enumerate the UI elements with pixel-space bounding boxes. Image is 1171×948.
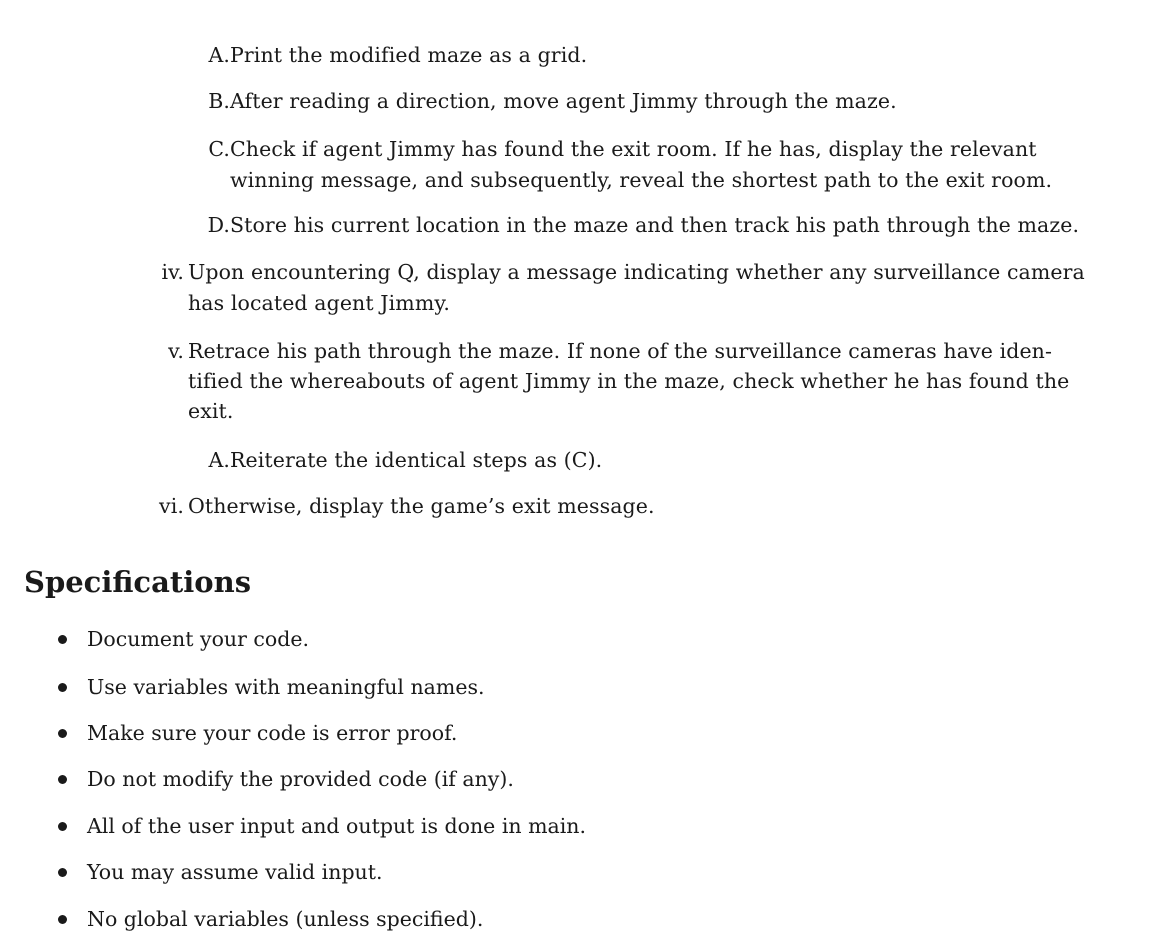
- bullet-text: All of the user input and output is done in main.: [87, 814, 587, 838]
- bullet-text: Document your code.: [87, 627, 310, 651]
- step-text: Otherwise, display the game’s exit message.: [188, 494, 655, 518]
- step-text-line-2: has located agent Jimmy.: [188, 291, 450, 315]
- step-label: vi.: [159, 494, 184, 518]
- bullet-icon: [58, 868, 67, 877]
- step-sub-b: [192, 86, 1112, 116]
- step-text: Reiterate the identical steps as (C).: [230, 448, 603, 472]
- step-text: Print the modified maze as a grid.: [230, 43, 588, 67]
- step-label: A.: [208, 448, 230, 472]
- step-sub-d: [192, 210, 1112, 240]
- step-text-line-2: tified the whereabouts of agent Jimmy in the maze, check whether he has found the: [188, 369, 1070, 393]
- step-text: Store his current location in the maze and then track his path through the maze.: [230, 213, 1080, 237]
- step-text-line-3: exit.: [188, 399, 234, 423]
- bullet-icon: [58, 683, 67, 692]
- bullet-text: No global variables (unless specified).: [87, 907, 484, 931]
- step-label: B.: [208, 89, 230, 113]
- step-v-sub-a: [192, 445, 1112, 475]
- section-heading-specifications: Specifications: [24, 565, 252, 599]
- step-label: D.: [207, 213, 230, 237]
- step-text-line-2: winning message, and subsequently, reveal the shortest path to the exit room.: [230, 168, 1053, 192]
- bullet-icon: [58, 729, 67, 738]
- step-v: [136, 336, 1116, 428]
- bullet-text: You may assume valid input.: [87, 860, 383, 884]
- step-text: After reading a direction, move agent Jimmy through the maze.: [230, 89, 897, 113]
- bullet-icon: [58, 822, 67, 831]
- bullet-icon: [58, 635, 67, 644]
- step-text-line-1: Retrace his path through the maze. If none of the surveillance cameras have iden-: [188, 339, 1053, 363]
- step-label: C.: [208, 137, 230, 161]
- bullet-icon: [58, 775, 67, 784]
- bullet-text: Make sure your code is error proof.: [87, 721, 458, 745]
- step-label: v.: [168, 339, 184, 363]
- step-iv: [136, 257, 1116, 317]
- bullet-text: Do not modify the provided code (if any).: [87, 767, 514, 791]
- bullet-text: Use variables with meaningful names.: [87, 675, 485, 699]
- step-label: A.: [208, 43, 230, 67]
- step-text-line-1: Check if agent Jimmy has found the exit room. If he has, display the relevant: [230, 137, 1037, 161]
- step-text-line-1: Upon encountering Q, display a message indicating whether any surveillance camera: [188, 260, 1085, 284]
- step-label: iv.: [161, 260, 184, 284]
- bullet-icon: [58, 915, 67, 924]
- step-sub-a: [192, 40, 1112, 70]
- step-vi: [136, 491, 1116, 521]
- step-sub-c: [192, 134, 1112, 194]
